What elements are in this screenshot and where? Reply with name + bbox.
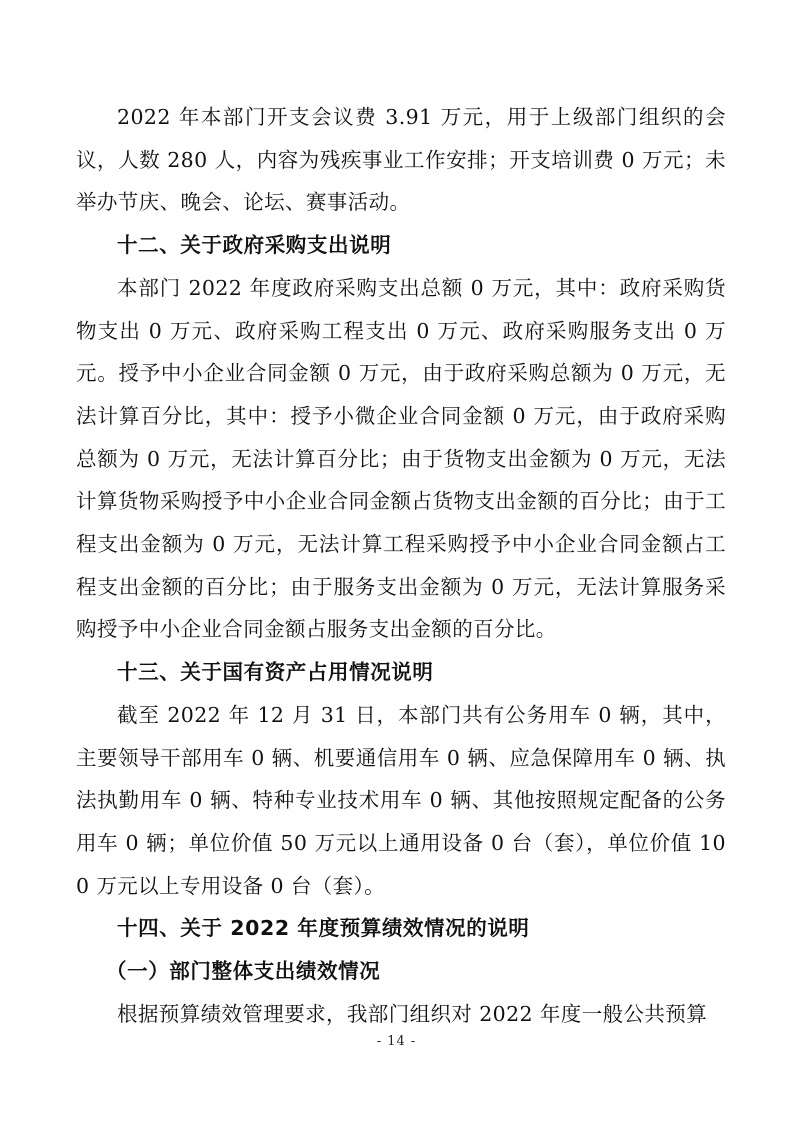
heading-performance: 十四、关于 2022 年度预算绩效情况的说明 (117, 916, 530, 941)
paragraph-meeting-expenses: 2022 年本部门开支会议费 3.91 万元，用于上级部门组织的会议，人数 280 人，内容为残疾事业工作安排；开支培训费 0 万元；未举办节庆、晚会、论坛、赛事活动。 (76, 105, 726, 215)
page-number: - 14 - (376, 1034, 417, 1049)
subheading-overall-performance: （一）部门整体支出绩效情况 (106, 959, 381, 984)
paragraph-performance: 根据预算绩效管理要求，我部门组织对 2022 年度一般公共预算 (117, 1001, 708, 1026)
heading-procurement: 十二、关于政府采购支出说明 (117, 233, 392, 258)
heading-state-assets: 十三、关于国有资产占用情况说明 (117, 660, 434, 685)
document-body (76, 96, 726, 1035)
paragraph-procurement: 本部门 2022 年度政府采购支出总额 0 万元，其中：政府采购货物支出 0 万元、政府采购工程支出 0 万元、政府采购服务支出 0 万元。授予中小企业合同金额 0 万元，由于政府采购总额为 0 万元，无法计算百分比，其中：授予小微企业合同金额 0 万元，由于政府采购总额为 0 万元，无法计算百分比；由于货物支出金额为 0 万元，无法计算货物采购授予中小企业合同金额占货物支出金额的百分比；由于工程支出金额为 0 万元，无法计算工程采购授予中小企业合同金额占工程支出金额的百分比；由于服务支出金额为 0 万元，无法计算服务采购授予中小企业合同金额占服务支出金额的百分比。 (76, 275, 726, 642)
paragraph-state-assets: 截至 2022 年 12 月 31 日，本部门共有公务用车 0 辆，其中，主要领导干部用车 0 辆、机要通信用车 0 辆、应急保障用车 0 辆、执法执勤用车 0 辆、特种专业技术用车 0 辆、其他按照规定配备的公务用车 0 辆；单位价值 50 万元以上通用设备 0 台（套），单位价值 100 万元以上专用设备 0 台（套）。 (76, 702, 726, 898)
